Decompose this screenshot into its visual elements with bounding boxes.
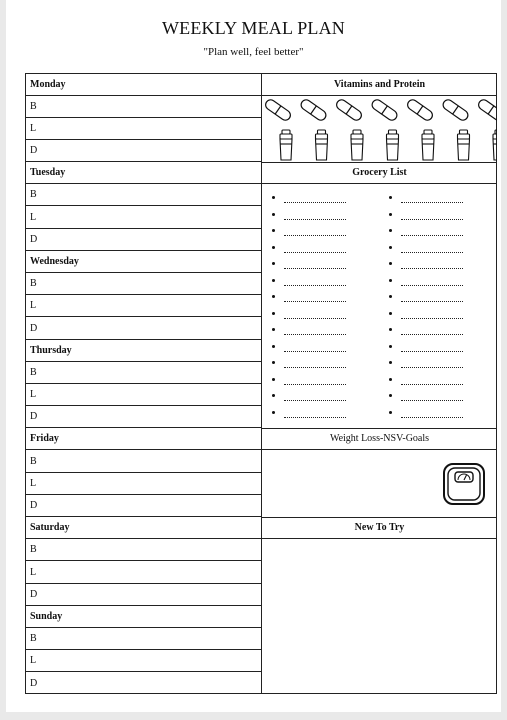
dotted-write-line	[284, 219, 346, 220]
dotted-write-line	[401, 219, 463, 220]
protein-shaker-icon	[493, 130, 497, 160]
dotted-write-line	[284, 268, 346, 269]
meal-row-thursday-dinner[interactable]: D	[26, 406, 262, 428]
meal-row-saturday-breakfast[interactable]: B	[26, 539, 262, 561]
bullet-dot	[272, 328, 275, 331]
bullet-dot	[389, 312, 392, 315]
grocery-item[interactable]	[272, 275, 372, 292]
bullet-dot	[389, 279, 392, 282]
meal-row-friday-dinner[interactable]: D	[26, 495, 262, 517]
dotted-write-line	[284, 400, 346, 401]
day-label-wednesday: Wednesday	[26, 251, 262, 273]
bullet-dot	[272, 345, 275, 348]
protein-shaker-icon	[280, 130, 292, 160]
dotted-write-line	[284, 384, 346, 385]
dotted-write-line	[401, 351, 463, 352]
grocery-item[interactable]	[389, 225, 489, 242]
dotted-write-line	[284, 367, 346, 368]
dotted-write-line	[284, 417, 346, 418]
meal-row-saturday-lunch[interactable]: L	[26, 562, 262, 584]
meal-row-tuesday-dinner[interactable]: D	[26, 229, 262, 251]
grocery-item[interactable]	[389, 308, 489, 325]
grocery-item[interactable]	[389, 341, 489, 358]
section-header-new-to-try: New To Try	[262, 517, 497, 539]
grocery-item[interactable]	[389, 291, 489, 308]
bullet-dot	[272, 361, 275, 364]
bullet-dot	[272, 246, 275, 249]
bullet-dot	[389, 345, 392, 348]
section-header-vitamins: Vitamins and Protein	[262, 74, 497, 96]
section-header-goals: Weight Loss-NSV-Goals	[262, 428, 497, 450]
bullet-dot	[272, 213, 275, 216]
grocery-item[interactable]	[389, 374, 489, 391]
day-label-sunday: Sunday	[26, 606, 262, 628]
dotted-write-line	[284, 252, 346, 253]
vitamins-icons-svg	[262, 96, 497, 162]
dotted-write-line	[284, 334, 346, 335]
dotted-write-line	[401, 367, 463, 368]
grocery-item[interactable]	[389, 390, 489, 407]
grocery-column	[389, 192, 489, 423]
pill-capsule-icon	[441, 98, 470, 122]
grocery-item[interactable]	[272, 192, 372, 209]
bullet-dot	[272, 229, 275, 232]
meal-row-wednesday-dinner[interactable]: D	[26, 318, 262, 340]
grocery-item[interactable]	[272, 225, 372, 242]
day-label-saturday: Saturday	[26, 517, 262, 539]
pill-capsule-icon	[335, 98, 364, 122]
bullet-dot	[389, 361, 392, 364]
protein-shaker-icon	[387, 130, 399, 160]
vitamins-tracker	[262, 96, 497, 162]
bullet-dot	[272, 196, 275, 199]
grocery-item[interactable]	[389, 209, 489, 226]
pill-capsule-icon	[264, 98, 293, 122]
grocery-item[interactable]	[389, 192, 489, 209]
dotted-write-line	[401, 334, 463, 335]
bullet-dot	[272, 378, 275, 381]
grocery-item[interactable]	[389, 275, 489, 292]
bullet-dot	[389, 213, 392, 216]
bullet-dot	[389, 246, 392, 249]
page-title: WEEKLY MEAL PLAN	[161, 18, 346, 38]
protein-shaker-icon	[351, 130, 363, 160]
dotted-write-line	[401, 384, 463, 385]
dotted-write-line	[401, 268, 463, 269]
dotted-write-line	[284, 202, 346, 203]
meal-row-thursday-breakfast[interactable]: B	[26, 362, 262, 384]
dotted-write-line	[401, 235, 463, 236]
pill-capsule-icon	[477, 98, 497, 122]
protein-shaker-icon	[422, 130, 434, 160]
dotted-write-line	[401, 301, 463, 302]
bullet-dot	[272, 295, 275, 298]
dotted-write-line	[401, 202, 463, 203]
grocery-item[interactable]	[272, 357, 372, 374]
meal-row-tuesday-breakfast[interactable]: B	[26, 184, 262, 206]
grocery-item[interactable]	[272, 407, 372, 424]
meal-row-monday-breakfast[interactable]: B	[26, 96, 262, 118]
grocery-item[interactable]	[389, 407, 489, 424]
section-header-grocery: Grocery List	[262, 162, 497, 184]
day-label-friday: Friday	[26, 428, 262, 450]
planner-grid	[25, 73, 497, 694]
dotted-write-line	[401, 285, 463, 286]
dotted-write-line	[401, 318, 463, 319]
dotted-write-line	[284, 301, 346, 302]
dotted-write-line	[401, 252, 463, 253]
bathroom-scale-icon	[442, 462, 486, 511]
dotted-write-line	[284, 318, 346, 319]
grocery-item[interactable]	[272, 242, 372, 259]
meal-plan-sheet	[6, 0, 501, 712]
dotted-write-line	[284, 285, 346, 286]
dotted-write-line	[401, 400, 463, 401]
meal-row-friday-breakfast[interactable]: B	[26, 451, 262, 473]
grocery-item[interactable]	[272, 374, 372, 391]
pill-capsule-icon	[299, 98, 328, 122]
dotted-write-line	[284, 235, 346, 236]
protein-shaker-icon	[458, 130, 470, 160]
grocery-item[interactable]	[272, 291, 372, 308]
meal-row-friday-lunch[interactable]: L	[26, 473, 262, 495]
days-column	[26, 74, 262, 693]
grocery-item[interactable]	[272, 341, 372, 358]
bullet-dot	[389, 411, 392, 414]
grocery-item[interactable]	[272, 390, 372, 407]
bullet-dot	[272, 279, 275, 282]
meal-row-thursday-lunch[interactable]: L	[26, 384, 262, 406]
bullet-dot	[272, 394, 275, 397]
page-subtitle: "Plan well, feel better"	[203, 46, 304, 58]
bullet-dot	[389, 328, 392, 331]
day-label-monday: Monday	[26, 74, 262, 96]
grocery-item[interactable]	[389, 258, 489, 275]
grocery-item[interactable]	[272, 324, 372, 341]
dotted-write-line	[401, 417, 463, 418]
pill-capsule-icon	[406, 98, 435, 122]
grocery-column	[272, 192, 372, 423]
meal-row-sunday-breakfast[interactable]: B	[26, 628, 262, 650]
bullet-dot	[389, 196, 392, 199]
grocery-item[interactable]	[272, 308, 372, 325]
meal-row-sunday-dinner[interactable]: D	[30, 678, 38, 689]
dotted-write-line	[284, 351, 346, 352]
day-label-thursday: Thursday	[26, 340, 262, 362]
protein-shaker-icon	[316, 130, 328, 160]
bullet-dot	[272, 411, 275, 414]
meal-row-tuesday-lunch[interactable]: L	[26, 207, 262, 229]
meal-row-sunday-lunch[interactable]: L	[26, 650, 262, 672]
pill-capsule-icon	[370, 98, 399, 122]
meal-row-saturday-dinner[interactable]: D	[26, 584, 262, 606]
bullet-dot	[389, 295, 392, 298]
bullet-dot	[272, 262, 275, 265]
meal-row-monday-lunch[interactable]: L	[26, 118, 262, 140]
bullet-dot	[389, 262, 392, 265]
day-label-tuesday: Tuesday	[26, 162, 262, 184]
meal-row-wednesday-breakfast[interactable]: B	[26, 273, 262, 295]
meal-row-wednesday-lunch[interactable]: L	[26, 295, 262, 317]
grocery-item[interactable]	[389, 357, 489, 374]
grocery-item[interactable]	[272, 258, 372, 275]
grocery-item[interactable]	[389, 242, 489, 259]
bullet-dot	[389, 229, 392, 232]
bullet-dot	[389, 378, 392, 381]
bullet-dot	[389, 394, 392, 397]
bullet-dot	[272, 312, 275, 315]
grocery-item[interactable]	[272, 209, 372, 226]
meal-row-monday-dinner[interactable]: D	[26, 140, 262, 162]
grocery-item[interactable]	[389, 324, 489, 341]
